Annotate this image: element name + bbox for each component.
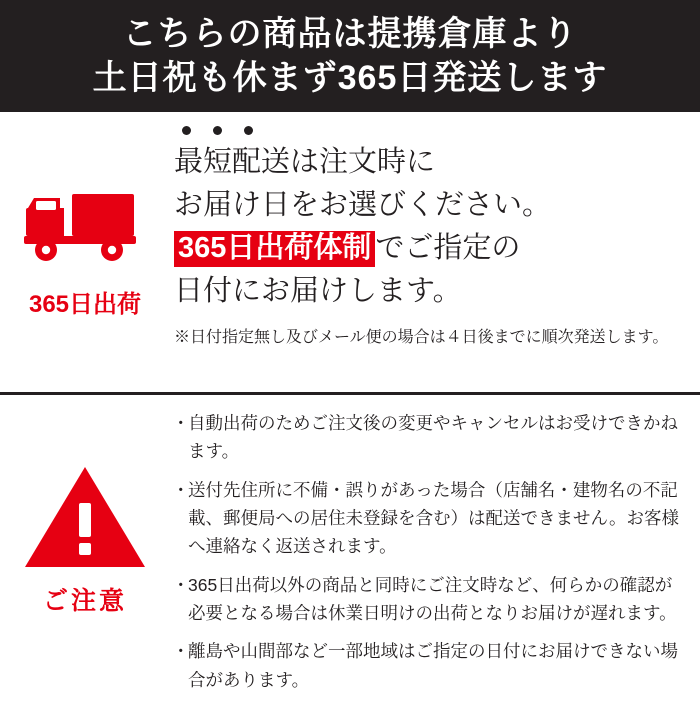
list-item (172, 409, 686, 466)
caution-label: ご注意 (42, 587, 127, 615)
header-line-1: こちらの商品は提携倉庫より (122, 15, 578, 54)
list-item-text: 離島や山間部など一部地域はご指定の日付にお届けできない場合があります。 (188, 641, 678, 690)
delivery-line-3-rest: でご指定の (375, 231, 521, 264)
bullet-mark-icon: ・ (172, 479, 190, 500)
bullet-mark-icon: ・ (172, 574, 190, 595)
banner-header (0, 0, 700, 112)
delivery-note: ※日付指定無し及びメール便の場合は４日後までに順次発送します。 (174, 328, 669, 346)
list-item (172, 571, 686, 628)
caution-section (0, 395, 700, 704)
delivery-text (170, 122, 700, 392)
dot-icon (244, 126, 253, 135)
bullet-mark-icon: ・ (172, 641, 190, 662)
warning-triangle-icon (23, 463, 147, 571)
dot-icon (182, 126, 191, 135)
dot-icon (213, 126, 222, 135)
truck-label: 365日出荷 (28, 291, 142, 318)
delivery-line-4: 日付にお届けします。 (174, 274, 462, 307)
delivery-section (0, 112, 700, 395)
bullet-mark-icon: ・ (172, 413, 190, 433)
caution-column (0, 405, 170, 704)
caution-list (170, 405, 700, 704)
delivery-line-1: 最短配送は注文時に (174, 146, 436, 178)
delivery-highlight: 365日出荷体制 (174, 231, 375, 267)
header-line-2: 土日祝も休まず365日発送します (92, 59, 608, 97)
delivery-line-2: お届け日をお選びください。 (174, 188, 552, 221)
list-item-text: 送付先住所に不備・誤りがあった場合（店舗名・建物名の不記載、郵便局への居住未登録を含む）は配送できません。お客様へ連絡なく返送されます。 (188, 479, 680, 557)
decorative-dots (174, 126, 684, 135)
delivery-line-3 (174, 227, 684, 270)
truck-column (0, 122, 170, 392)
delivery-truck-icon (20, 184, 150, 270)
list-item-text: 自動出荷のためご注文後の変更やキャンセルはお受けできかねます。 (188, 413, 678, 462)
list-item (172, 637, 686, 694)
list-item (172, 476, 686, 561)
list-item-text: 365日出荷以外の商品と同時にご注文時など、何らかの確認が必要となる場合は休業日明けの出荷となりお届けが遅れます。 (188, 574, 677, 624)
